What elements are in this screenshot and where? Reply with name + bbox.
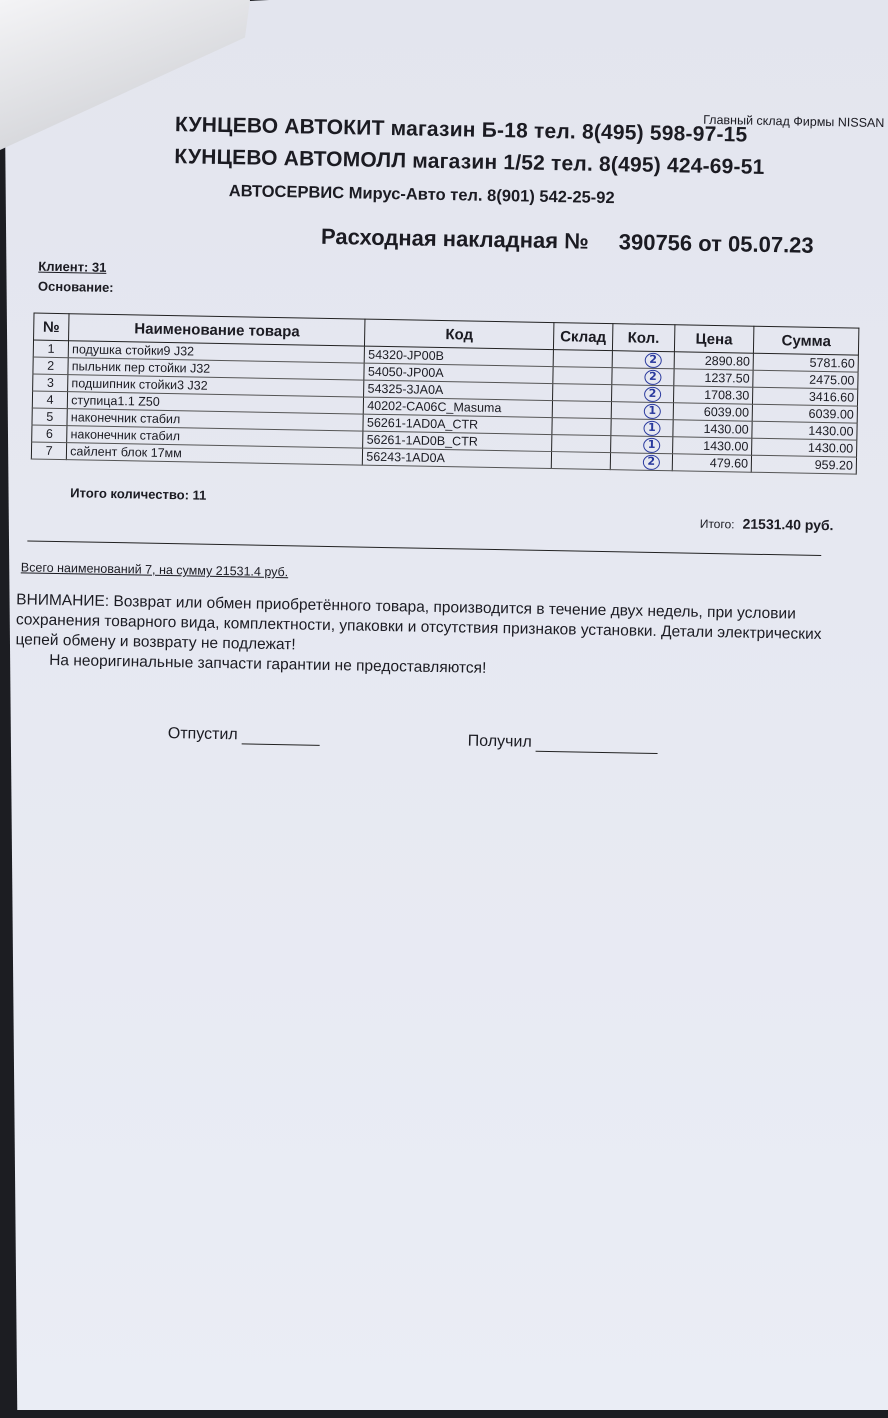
row-price: 2890.80 [674,352,754,370]
row-code: 56261-1AD0A_CTR [363,414,552,434]
row-name: подушка стойки9 J32 [68,341,364,363]
received-label: Получил [467,732,532,751]
row-qty: 2 [643,455,660,470]
client-label: Клиент: 31 [38,258,107,275]
total-amount [700,515,834,533]
col-stock: Склад [553,323,613,351]
row-sum: 1430.00 [752,438,857,457]
row-qty-cell [611,419,673,437]
row-qty-cell [612,351,674,369]
row-qty-cell [610,453,672,471]
row-number: 4 [32,391,68,409]
row-sum: 959.20 [751,455,856,474]
row-qty: 2 [644,387,661,402]
total-label: Итого: [699,516,735,532]
row-number: 6 [32,425,68,443]
row-code: 56261-1AD0B_CTR [363,431,552,451]
row-stock [553,367,613,385]
row-qty-cell [612,368,674,386]
row-price: 1430.00 [672,437,752,455]
col-code: Код [365,319,554,349]
row-code: 56243-1AD0A [363,448,552,468]
warning-block [15,590,846,685]
row-sum: 1430.00 [752,421,857,440]
row-name: сайлент блок 17мм [67,443,363,465]
row-price: 1237.50 [673,369,753,387]
row-name: пыльник пер стойки J32 [68,358,364,380]
row-sum: 2475.00 [753,370,858,389]
store-line-2: КУНЦЕВО АВТОМОЛЛ магазин 1/52 тел. 8(495) 424-69-51 [174,145,765,179]
invoice-number: 390756 от 05.07.23 [618,229,814,258]
released-signature [168,725,320,746]
divider-line [27,540,821,556]
col-sum: Сумма [754,326,859,355]
released-label: Отпустил [167,725,238,744]
row-code: 54050-JP00A [364,363,553,383]
row-code: 54325-3JA0A [364,380,553,400]
released-sign-line [242,729,320,745]
row-qty-cell [611,402,673,420]
row-qty: 1 [643,438,660,453]
col-name: Наименование товара [69,314,366,346]
warehouse-label: Главный склад Фирмы NISSAN [703,112,885,131]
total-quantity: Итого количество: 11 [70,485,207,503]
warning-text: ВНИМАНИЕ: Возврат или обмен приобретённого товара, производится в течение двух недель, при условии сохранения товарного вида, комплектности, упаковки и отсутствия признаков установки. Детали электрических цепей обмену и возврату не подлежат! [15,591,822,654]
col-qty: Кол. [613,324,675,352]
row-number: 2 [33,357,69,375]
row-name: подшипник стойки3 J32 [68,375,364,397]
row-stock [551,435,611,453]
items-table [31,313,860,475]
row-price: 479.60 [672,454,752,472]
row-name: наконечник стабил [67,426,363,448]
received-sign-line [536,737,658,754]
row-sum: 6039.00 [752,404,857,423]
row-qty: 1 [644,404,661,419]
row-name: наконечник стабил [67,409,363,431]
row-price: 1708.30 [673,386,753,404]
col-price: Цена [674,325,754,353]
row-number: 3 [33,374,69,392]
invoice-title-label: Расходная накладная № [320,223,589,254]
row-stock [552,401,612,419]
store-line-1: КУНЦЕВО АВТОКИТ магазин Б-18 тел. 8(495) 598-97-15 [174,113,748,147]
row-number: 5 [32,408,68,426]
row-number: 7 [31,442,67,460]
items-summary: Всего наименований 7, на сумму 21531.4 руб. [20,560,289,580]
total-value: 21531.40 руб. [742,515,834,534]
basis-label: Основание: [37,278,114,295]
row-code: 40202-CA06C_Masuma [364,397,553,417]
row-price: 1430.00 [672,420,752,438]
col-number: № [34,313,70,341]
row-code: 54320-JP00B [365,346,554,366]
invoice-title [321,224,814,259]
row-qty: 2 [645,353,662,368]
row-name: ступица1.1 Z50 [68,392,364,414]
row-qty: 1 [643,421,660,436]
warranty-note: На неоригинальные запчасти гарантии не предоставляются! [49,651,487,677]
row-sum: 5781.60 [753,353,858,372]
row-number: 1 [33,340,69,358]
received-signature [468,733,658,754]
row-qty-cell [611,436,673,454]
row-sum: 3416.60 [753,387,858,406]
row-qty: 2 [644,370,661,385]
row-price: 6039.00 [673,403,753,421]
service-line: АВТОСЕРВИС Мирус-Авто тел. 8(901) 542-25-92 [228,182,615,208]
row-qty-cell [612,385,674,403]
row-stock [552,384,612,402]
sticker-print [14,3,113,106]
row-stock [551,452,611,470]
row-stock [553,350,613,368]
row-stock [552,418,612,436]
